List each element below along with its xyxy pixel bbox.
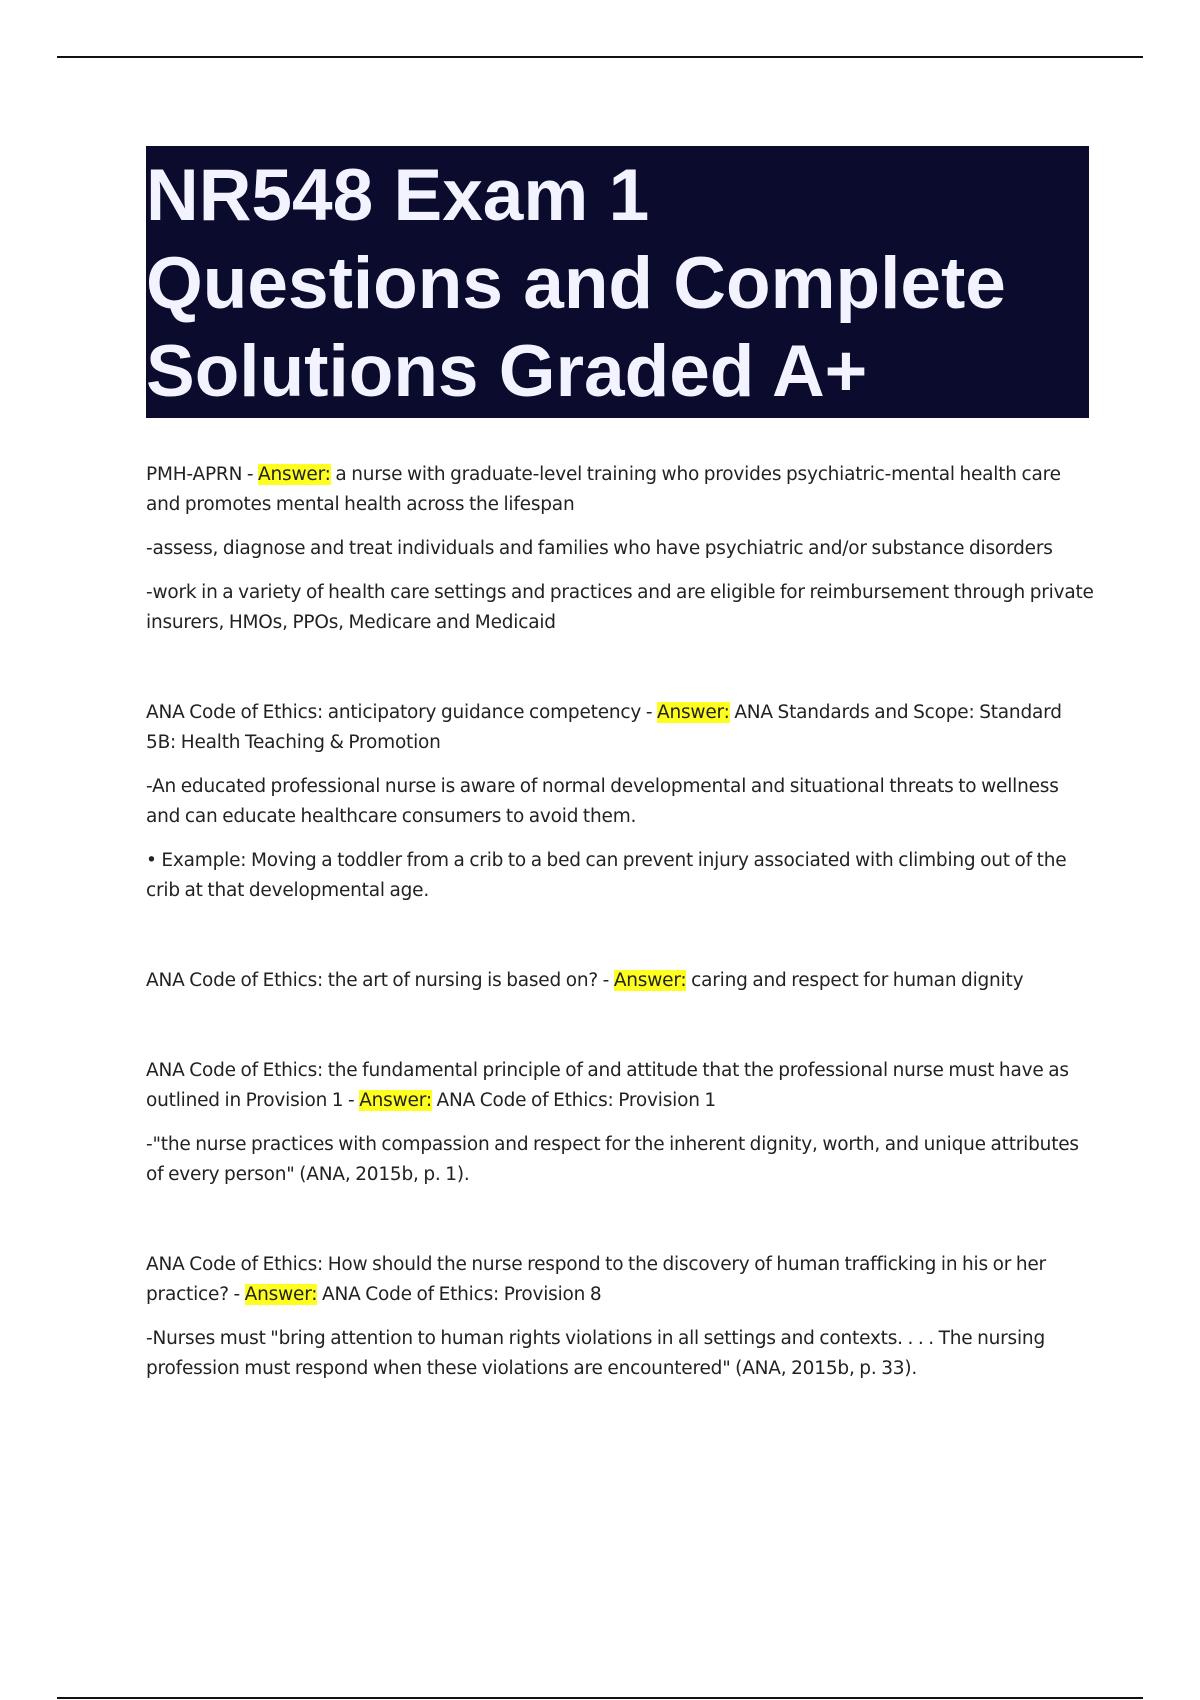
answer-detail: -work in a variety of health care settings and practices and are eligible for reimbursement through private insurers, HMOs, PPOs, Medicare and Medicaid xyxy=(146,582,1094,633)
qa-list xyxy=(146,460,1096,1398)
answer-text: ANA Code of Ethics: Provision 1 xyxy=(431,1090,716,1111)
answer-detail: -Nurses must "bring attention to human rights violations in all settings and contexts. . . . The nursing profession must respond when these violations are encountered" (ANA, 2015b, p. 33). xyxy=(146,1328,1045,1379)
question-text: ANA Code of Ethics: the art of nursing is based on? - xyxy=(146,970,614,991)
title-line-1: NR548 Exam 1 xyxy=(146,155,650,236)
header-rule xyxy=(57,56,1143,58)
qa-question-answer xyxy=(146,1056,1096,1116)
question-text: PMH-APRN - xyxy=(146,464,259,485)
answer-detail: -An educated professional nurse is aware of normal developmental and situational threats to wellness and can educate healthcare consumers to avoid them. xyxy=(146,776,1059,827)
answer-text: caring and respect for human dignity xyxy=(686,970,1024,991)
answer-label: Answer: xyxy=(613,970,687,991)
title-line-2: Questions and Complete xyxy=(146,243,1006,324)
qa-question-answer xyxy=(146,698,1096,758)
answer-text: a nurse with graduate-level training who provides psychiatric-mental health care and promotes mental health across the lifespan xyxy=(146,464,1061,515)
qa-question-answer xyxy=(146,1250,1096,1310)
question-text: ANA Code of Ethics: How should the nurse respond to the discovery of human trafficking in his or her practice? - xyxy=(146,1254,1046,1305)
title-line-3: Solutions Graded A+ xyxy=(146,331,868,412)
qa-item-human-trafficking xyxy=(146,1250,1096,1384)
answer-label: Answer: xyxy=(656,702,730,723)
answer-text: ANA Code of Ethics: Provision 8 xyxy=(317,1284,602,1305)
qa-item-anticipatory-guidance xyxy=(146,698,1096,906)
answer-text: ANA Standards and Scope: Standard 5B: Health Teaching & Promotion xyxy=(146,702,1062,753)
qa-item-art-of-nursing xyxy=(146,966,1096,996)
qa-question-answer xyxy=(146,460,1096,520)
answer-label: Answer: xyxy=(244,1284,318,1305)
answer-detail: -assess, diagnose and treat individuals and families who have psychiatric and/or substance disorders xyxy=(146,538,1053,559)
answer-detail: -"the nurse practices with compassion and respect for the inherent dignity, worth, and unique attributes of every person" (ANA, 2015b, p. 1). xyxy=(146,1134,1079,1185)
qa-item-pmh-aprn xyxy=(146,460,1096,638)
document-title xyxy=(146,146,1089,418)
qa-question-answer xyxy=(146,966,1096,996)
question-text: ANA Code of Ethics: anticipatory guidance competency - xyxy=(146,702,657,723)
question-text: ANA Code of Ethics: the fundamental principle of and attitude that the professional nurse must have as outlined in Provision 1 - xyxy=(146,1060,1069,1111)
answer-detail: • Example: Moving a toddler from a crib to a bed can prevent injury associated with climbing out of the crib at that developmental age. xyxy=(146,850,1067,901)
qa-item-provision-1 xyxy=(146,1056,1096,1190)
footer-rule xyxy=(57,1697,1143,1699)
answer-label: Answer: xyxy=(258,464,331,485)
answer-label: Answer: xyxy=(359,1090,432,1111)
